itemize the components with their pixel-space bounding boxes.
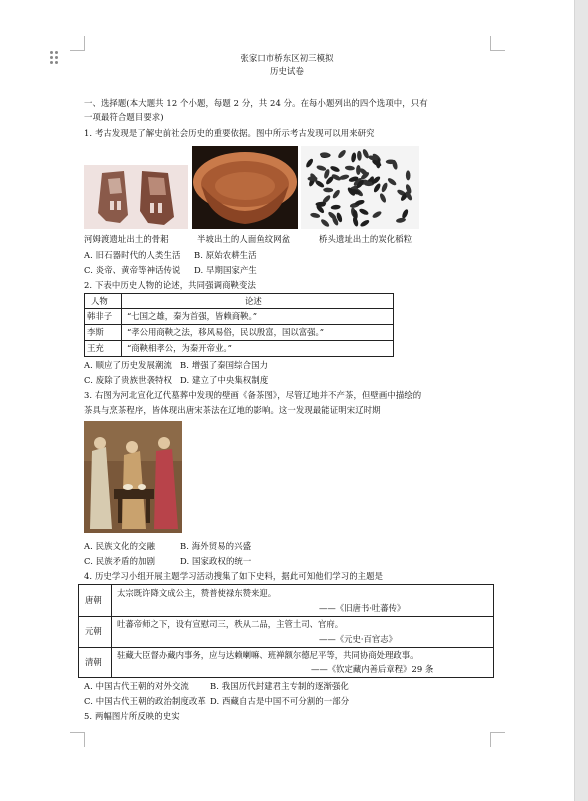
scrollbar[interactable] bbox=[574, 0, 588, 801]
table-header-person: 人物 bbox=[91, 296, 108, 306]
table-cell-statement: “七国之雄，秦为首强，皆赖商鞅。” bbox=[127, 311, 257, 321]
era-label: 元朝 bbox=[85, 626, 102, 636]
q2-option-a: A. 顺应了历史发展潮流 bbox=[84, 360, 172, 370]
question-5-stem: 5. 两幅图片所反映的史实 bbox=[84, 711, 180, 721]
margin-corner-mark bbox=[490, 732, 505, 747]
fish-basin-image bbox=[192, 146, 298, 229]
table-cell-statement: “孝公用商鞅之法，移风易俗，民以殷富，国以富强。” bbox=[127, 327, 324, 337]
q2-option-d: D. 建立了中央集权制度 bbox=[180, 375, 269, 385]
caption-rice-grains: 桥头遗址出土的炭化稻粒 bbox=[319, 234, 413, 244]
era-label: 清朝 bbox=[85, 657, 102, 667]
q4-table bbox=[78, 584, 494, 678]
q2-table bbox=[84, 293, 394, 357]
margin-corner-mark bbox=[70, 36, 85, 51]
source-citation: ——《旧唐书·吐蕃传》 bbox=[319, 603, 406, 613]
table-cell-person: 王充 bbox=[87, 343, 104, 353]
question-3-stem-line2: 茶具与烹茶程序，皆体现出唐宋茶法在辽地的影响。这一发现最能证明宋辽时期 bbox=[84, 405, 381, 415]
q1-option-a: A. 旧石器时代的人类生活 bbox=[84, 250, 181, 260]
source-text: 吐蕃帝师之下，设有宣慰司三，秩从二品，主管土司、官府。 bbox=[117, 619, 344, 629]
question-2-stem: 2. 下表中历史人物的论述，共同强调商鞅变法 bbox=[84, 280, 256, 290]
q4-option-d: D. 西藏自古是中国不可分割的一部分 bbox=[210, 696, 350, 706]
q2-option-b: B. 增强了秦国综合国力 bbox=[180, 360, 269, 370]
q4-option-b: B. 我国历代封建君主专制的逐渐强化 bbox=[210, 681, 349, 691]
rice-grains-image bbox=[301, 146, 419, 229]
exam-title: 张家口市桥东区初三模拟 bbox=[240, 53, 334, 63]
q2-option-c: C. 废除了贵族世袭特权 bbox=[84, 375, 173, 385]
question-1-stem: 1. 考古发现是了解史前社会历史的重要依据。图中所示考古发现可以用来研究 bbox=[84, 128, 375, 138]
exam-subtitle: 历史试卷 bbox=[270, 66, 304, 76]
caption-fish-basin: 半坡出土的人面鱼纹网盆 bbox=[197, 234, 291, 244]
q3-option-c: C. 民族矛盾的加剧 bbox=[84, 556, 156, 566]
source-text: 太宗既许降文成公主，赞普使禄东赞来迎。 bbox=[117, 588, 277, 598]
tea-mural-image bbox=[84, 421, 182, 533]
margin-corner-mark bbox=[490, 36, 505, 51]
q3-option-d: D. 国家政权的统一 bbox=[180, 556, 252, 566]
table-cell-person: 韩非子 bbox=[87, 311, 113, 321]
table-header-statement: 论述 bbox=[245, 296, 262, 306]
q1-option-b: B. 原始农耕生活 bbox=[194, 250, 257, 260]
q3-option-a: A. 民族文化的交融 bbox=[84, 541, 155, 551]
bone-spade-image bbox=[84, 165, 188, 229]
source-citation: ——《元史·百官志》 bbox=[319, 634, 398, 644]
source-text: 驻藏大臣督办藏内事务，应与达赖喇嘛、班禅额尔德尼平等，共同协商处理政事。 bbox=[117, 650, 419, 660]
table-cell-person: 李斯 bbox=[87, 327, 104, 337]
source-citation: ——《钦定藏内善后章程》29 条 bbox=[311, 664, 434, 674]
q4-option-a: A. 中国古代王朝的对外交流 bbox=[84, 681, 189, 691]
question-3-stem-line1: 3. 右图为河北宣化辽代墓葬中发现的壁画《备茶图》，尽管辽地并不产茶，但壁画中描绘的 bbox=[84, 390, 422, 400]
q4-option-c: C. 中国古代王朝的政治制度改革 bbox=[84, 696, 206, 706]
era-label: 唐朝 bbox=[85, 595, 102, 605]
section-intro-line2: 一项最符合题目要求) bbox=[84, 112, 164, 122]
margin-corner-mark bbox=[70, 732, 85, 747]
caption-bone-spade: 河姆渡遗址出土的骨耜 bbox=[84, 234, 169, 244]
q1-option-c: C. 炎帝、黄帝等神话传说 bbox=[84, 265, 181, 275]
table-cell-statement: “商鞅相孝公，为秦开帝业。” bbox=[127, 343, 232, 353]
q3-option-b: B. 海外贸易的兴盛 bbox=[180, 541, 252, 551]
question-4-stem: 4. 历史学习小组开展主题学习活动搜集了如下史料，据此可知他们学习的主题是 bbox=[84, 571, 384, 581]
q1-option-d: D. 早期国家产生 bbox=[194, 265, 257, 275]
section-intro-line1: 一、选择题(本大题共 12 个小题，每题 2 分，共 24 分。在每小题列出的四个选项中，只有 bbox=[84, 98, 428, 108]
